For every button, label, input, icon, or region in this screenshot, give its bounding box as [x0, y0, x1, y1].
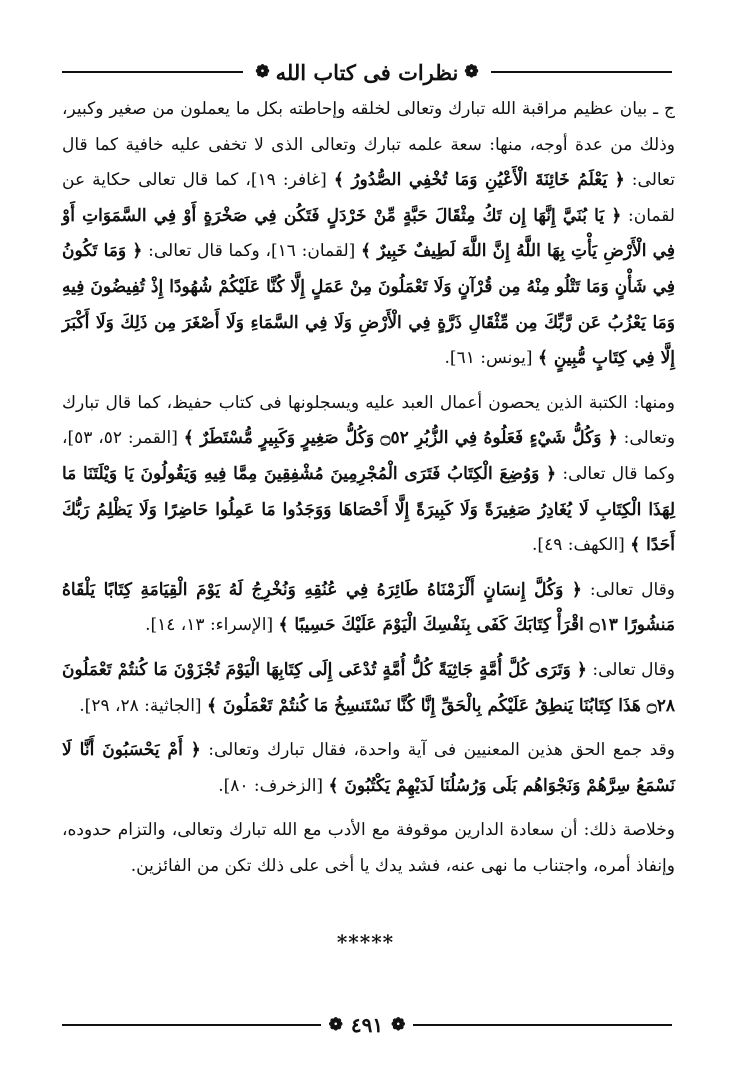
text-run: وقال تعالى:: [581, 579, 675, 600]
quran-verse: ﴿ وَكُلُّ شَيْءٍ فَعَلُوهُ فِي الزُّبُرِ ۝٥٢ وَكُلُّ صَغِيرٍ وَكَبِيرٍ مُّسْتَطَرٌ ﴾: [183, 428, 618, 449]
section-separator: *****: [336, 930, 395, 954]
page-number: ٤٩١: [350, 1013, 384, 1037]
text-run: وقد جمع الحق هذين المعنيين فى آية واحدة، فقال تبارك وتعالى:: [200, 740, 675, 761]
text-run: ومنها: الكتبة الذين يحصون أعمال العبد عليه ويسجلونها فى كتاب حفيظ، كما قال تبارك وتعالى:: [62, 392, 676, 449]
page-header: [62, 54, 672, 90]
text-run: [القمر: ٥٢، ٥٣]، وكما قال تعالى:: [62, 428, 676, 484]
body-text: [62, 92, 675, 884]
flower-ornament-icon: ❁: [328, 1014, 343, 1035]
header-rule-right: [491, 71, 672, 73]
header-rule-left: [62, 71, 243, 73]
text-run: [غافر: ١٩]، كما قال تعالى حكاية عن لقمان:: [62, 170, 675, 226]
book-title: نظرات فى كتاب الله: [275, 59, 459, 85]
text-run: [يونس: ٦١].: [444, 348, 538, 369]
running-title: [255, 60, 478, 85]
footer-rule-left: [62, 1024, 321, 1026]
paragraph: [62, 92, 675, 377]
paragraph: [62, 386, 675, 564]
text-run: [الكهف: ٤٩].: [532, 535, 631, 556]
quran-verse: ﴿ وَكُلَّ إِنسَانٍ أَلْزَمْنَاهُ طَائِرَهُ فِي عُنُقِهِ وَنُخْرِجُ لَهُ يَوْمَ الْقِيَامَةِ كِتَابًا يَلْقَاهُ مَنشُورًا ۝١٣ اقْرَأْ كِتَابَكَ كَفَى بِنَفْسِكَ الْيَوْمَ عَلَيْكَ حَسِيبًا ﴾: [62, 579, 675, 636]
text-run: [الجاثية: ٢٨، ٢٩].: [79, 695, 207, 716]
paragraph: [62, 733, 675, 804]
page-number-block: [329, 1013, 406, 1037]
flower-ornament-icon: ❁: [391, 1014, 406, 1035]
text-run: ج ـ بيان عظيم مراقبة الله تبارك وتعالى لخلقه وإحاطته بكل ما يعملون من صغير وكبير، وذلك من عدة أوجه، منها: سعة علمه تبارك وتعالى الذى لا تخفى عليه خافية كما قال تعالى:: [62, 99, 675, 191]
quran-verse: ﴿ وَتَرَى كُلَّ أُمَّةٍ جَاثِيَةً كُلُّ أُمَّةٍ تُدْعَى إِلَى كِتَابِهَا الْيَوْمَ تُجْزَوْنَ مَا كُنتُمْ تَعْمَلُونَ ۝٢٨ هَذَا كِتَابُنَا يَنطِقُ عَلَيْكُم بِالْحَقِّ إِنَّا كُنَّا نَسْتَنسِخُ مَا كُنتُمْ تَعْمَلُونَ ﴾: [62, 659, 675, 716]
quran-verse: ﴿ وَمَا تَكُونُ فِي شَأْنٍ وَمَا تَتْلُو مِنْهُ مِن قُرْآنٍ وَلَا تَعْمَلُونَ مِنْ عَمَلٍ إِلَّا كُنَّا عَلَيْكُمْ شُهُودًا إِذْ تُفِيضُونَ فِيهِ وَمَا يَعْزُبُ عَن رَّبِّكَ مِن مِّثْقَالِ ذَرَّةٍ فِي الْأَرْضِ وَلَا فِي السَّمَاءِ وَلَا أَصْغَرَ مِن ذَلِكَ وَلَا أَكْبَرَ إِلَّا فِي كِتَابٍ مُّبِينٍ ﴾: [62, 241, 675, 369]
quran-verse: ﴿ يَعْلَمُ خَائِنَةَ الْأَعْيُنِ وَمَا تُخْفِي الصُّدُورُ ﴾: [333, 170, 625, 191]
flower-ornament-icon: ❁: [255, 61, 270, 82]
paragraph: [62, 573, 675, 644]
text-run: [لقمان: ١٦]، وكما قال تعالى:: [142, 241, 362, 262]
quran-verse: ﴿ يَا بُنَيَّ إِنَّهَا إِن تَكُ مِثْقَالَ حَبَّةٍ مِّنْ خَرْدَلٍ فَتَكُن فِي صَخْرَةٍ أَوْ فِي السَّمَوَاتِ أَوْ فِي الْأَرْضِ يَأْتِ بِهَا اللَّهُ إِنَّ اللَّهَ لَطِيفٌ خَبِيرٌ ﴾: [62, 205, 675, 262]
page-footer: [62, 1010, 672, 1040]
flower-ornament-icon: ❁: [464, 61, 479, 82]
paragraph: [62, 653, 675, 724]
quran-verse: ﴿ أَمْ يَحْسَبُونَ أَنَّا لَا نَسْمَعُ سِرَّهُمْ وَنَجْوَاهُم بَلَى وَرُسُلُنَا لَدَيْهِمْ يَكْتُبُونَ ﴾: [62, 740, 675, 796]
quran-verse: ﴿ وَوُضِعَ الْكِتَابُ فَتَرَى الْمُجْرِمِينَ مُشْفِقِينَ مِمَّا فِيهِ وَيَقُولُونَ يَا وَيْلَتَنَا مَا لِهَذَا الْكِتَابِ لَا يُغَادِرُ صَغِيرَةً وَلَا كَبِيرَةً إِلَّا أَحْصَاهَا وَوَجَدُوا مَا عَمِلُوا حَاضِرًا وَلَا يَظْلِمُ رَبُّكَ أَحَدًا ﴾: [62, 463, 675, 556]
text-run: [الإسراء: ١٣، ١٤].: [145, 615, 279, 636]
footer-rule-right: [413, 1024, 672, 1026]
paragraph: [62, 813, 675, 884]
text-run: وخلاصة ذلك: أن سعادة الدارين موقوفة مع الأدب مع الله تبارك وتعالى، والتزام حدوده، وإنفاذ أمره، واجتناب ما نهى عنه، فشد يدك يا أخى على ذلك تكن من الفائزين.: [62, 820, 675, 876]
text-run: [الزخرف: ٨٠].: [218, 775, 329, 796]
text-run: وقال تعالى:: [586, 659, 675, 680]
